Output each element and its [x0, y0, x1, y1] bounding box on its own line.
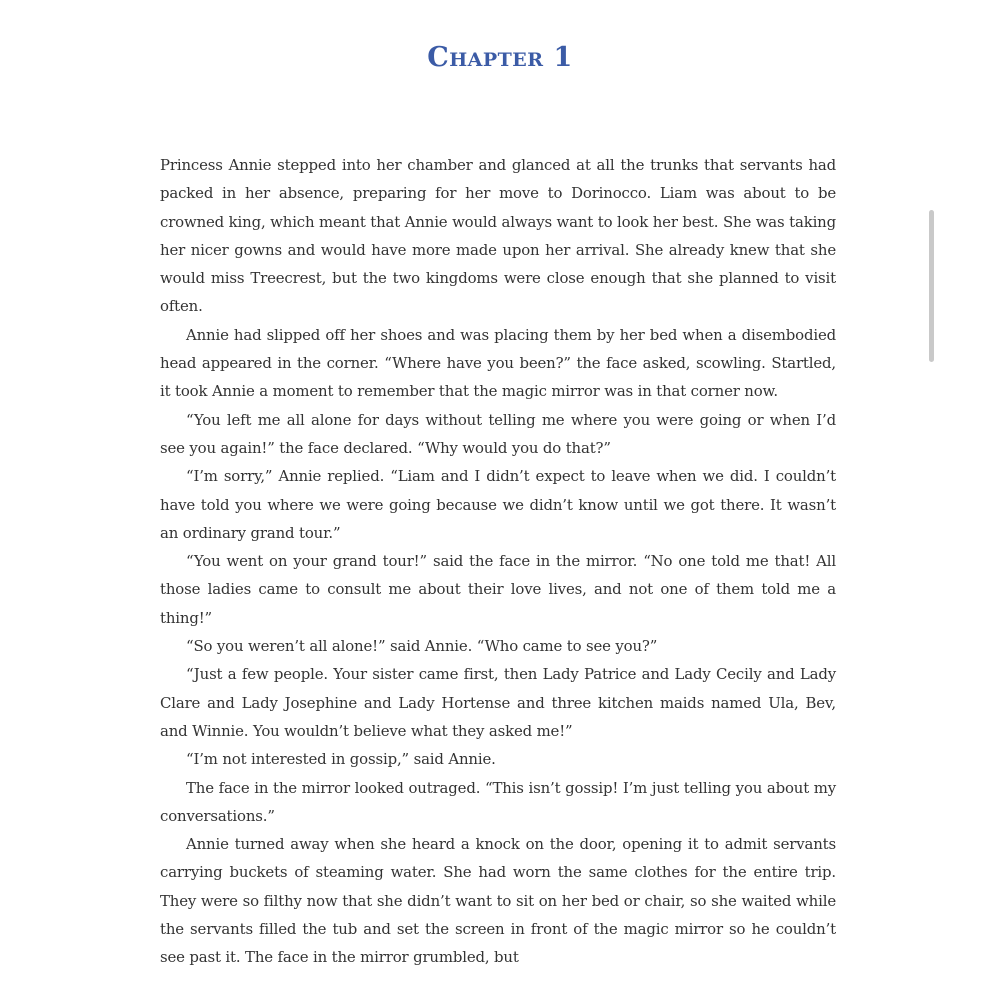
paragraph: “Just a few people. Your sister came first, then Lady Patrice and Lady Cecily and Lady Clare and Lady Josephine and Lady Hortense and three kitchen maids named Ula, Bev, and Winnie. You wouldn’t believe what they asked me!” — [160, 665, 836, 740]
paragraph: “So you weren’t all alone!” said Annie. “Who came to see you?” — [186, 637, 658, 656]
paragraph: “I’m not interested in gossip,” said Annie. — [186, 750, 496, 769]
paragraph: Annie had slipped off her shoes and was placing them by her bed when a disembodied head appeared in the corner. “Where have you been?” the face asked, scowling. Startled, it took Annie a moment to remember that the magic mirror was in that corner now. — [160, 325, 836, 401]
paragraph: Annie turned away when she heard a knock on the door, opening it to admit servants carrying buckets of steaming water. She had worn the same clothes for the entire trip. They were so filthy now that she didn’t want to sit on her bed or chair, so she waited while the servants filled the tub and set the screen in front of the magic mirror so he couldn’t see past it. The face in the mirror grumbled, but — [160, 835, 836, 967]
chapter-body — [160, 151, 836, 972]
scrollbar-thumb[interactable] — [929, 210, 934, 362]
paragraph: Princess Annie stepped into her chamber and glanced at all the trunks that servants had packed in her absence, preparing for her move to Dorinocco. Liam was about to be crowned king, which meant that Annie would always want to look her best. She was taking her nicer gowns and would have more made upon her arrival. She already knew that she would miss Treecrest, but the two kingdoms were close enough that she planned to visit often. — [160, 156, 836, 316]
chapter-title: Chapter 1 — [427, 42, 573, 73]
paragraph: “You left me all alone for days without telling me where you were going or when I’d see you again!” the face declared. “Why would you do that?” — [160, 410, 836, 457]
paragraph: “I’m sorry,” Annie replied. “Liam and I didn’t expect to leave when we did. I couldn’t have told you where we were going because we didn’t know until we got there. It wasn’t an ordinary grand tour.” — [160, 467, 836, 542]
paragraph: “You went on your grand tour!” said the face in the mirror. “No one told me that! All those ladies came to consult me about their love lives, and not one of them told me a thing!” — [160, 552, 836, 627]
paragraph: The face in the mirror looked outraged. “This isn’t gossip! I’m just telling you about my conversations.” — [160, 778, 836, 825]
